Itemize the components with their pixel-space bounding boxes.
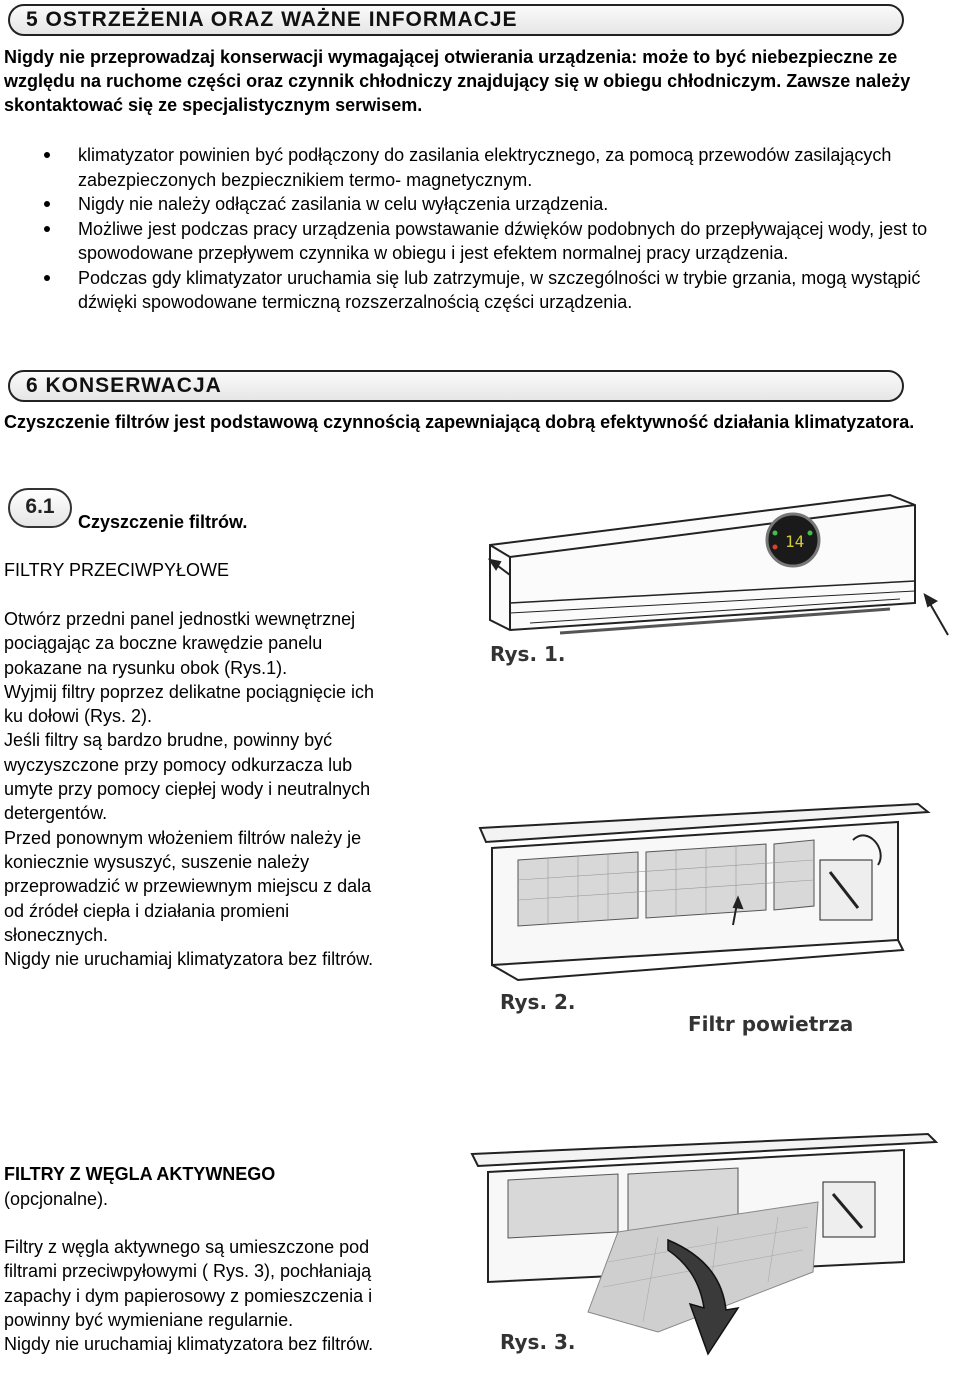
text-line: pociągając za boczne krawędzie panelu bbox=[4, 633, 323, 654]
text-line: Przed ponownym włożeniem filtrów należy je bbox=[4, 827, 362, 848]
display-panel bbox=[767, 514, 819, 566]
text-line: Nigdy nie uruchamiaj klimatyzatora bez filtrów. bbox=[4, 1334, 374, 1355]
text-line: słonecznych. bbox=[4, 924, 109, 945]
text-line: umyte przy pomocy ciepłej wody i neutralnych bbox=[4, 779, 371, 800]
text-line: powinny być wymieniane regularnie. bbox=[4, 1309, 294, 1330]
list-item: Nigdy nie należy odłączać zasilania w celu wyłączenia urządzenia. bbox=[40, 192, 952, 217]
maintenance-intro: Czyszczenie filtrów jest podstawową czynnością zapewniającą dobrą efektywność działania klimatyzatora. bbox=[4, 412, 915, 432]
text-line: detergentów. bbox=[4, 803, 108, 824]
subsection-title: Czyszczenie filtrów. bbox=[78, 512, 248, 532]
text-line: Otwórz przedni panel jednostki wewnętrznej bbox=[4, 609, 356, 629]
figure-2-ac-unit-open bbox=[458, 800, 953, 990]
list-item: Możliwe jest podczas pracy urządzenia powstawanie dźwięków podobnych do przepływającej wody, jest to spowodowane przepływem czynnika w obiegu i jest efektem normalnej pracy urządzenia. bbox=[40, 217, 952, 266]
display-digits: 14 bbox=[785, 532, 805, 551]
figure-1-label: Rys. 1. bbox=[490, 642, 566, 666]
figure-2-label: Rys. 2. bbox=[500, 990, 576, 1014]
section-5-title: 5 OSTRZEŻENIA ORAZ WAŻNE INFORMACJE bbox=[26, 8, 518, 31]
list-item: klimatyzator powinien być podłączony do zasilania elektrycznego, za pomocą przewodów zasilających zabezpieczonych bezpiecznikiem termo- magnetycznym. bbox=[40, 143, 952, 192]
carbon-filters-heading: FILTRY Z WĘGLA AKTYWNEGO bbox=[4, 1164, 276, 1184]
warning-paragraph: Nigdy nie przeprowadzaj konserwacji wymagającej otwierania urządzenia: może to być niebezpieczne ze względu na ruchome części oraz czynnik chłodniczy znajdujący się w obiegu chłodniczym. Zawsze należy skontaktować się ze specjalistycznym serwisem. bbox=[4, 47, 911, 115]
figure-3-carbon-filter bbox=[468, 1132, 953, 1362]
text-line: przeprowadzić w przewiewnym miejscu z dala bbox=[4, 876, 372, 897]
text-line: Nigdy nie uruchamiaj klimatyzatora bez filtrów. bbox=[4, 949, 374, 970]
section-6-title: 6 KONSERWACJA bbox=[26, 374, 222, 397]
text-line: od źródeł ciepła i działania promieni bbox=[4, 900, 290, 921]
text-line: zapachy i dym papierosowy z pomieszczenia i bbox=[4, 1285, 373, 1306]
subsection-badge: 6.1 bbox=[8, 488, 72, 528]
warning-list bbox=[40, 143, 952, 315]
carbon-filters-subheading: (opcjonalne). bbox=[4, 1189, 109, 1209]
dust-filters-text bbox=[4, 607, 464, 971]
dust-filters-heading: FILTRY PRZECIWPYŁOWE bbox=[4, 560, 230, 580]
carbon-filters-text bbox=[4, 1235, 464, 1356]
list-item: Podczas gdy klimatyzator uruchamia się lub zatrzymuje, w szczególności w trybie grzania, mogą wystąpić dźwięki spowodowane termiczną rozszerzalnością części urządzenia. bbox=[40, 266, 952, 315]
figure-3-label: Rys. 3. bbox=[500, 1330, 576, 1354]
section-6-header bbox=[8, 370, 904, 402]
text-line: koniecznie wysuszyć, suszenie należy bbox=[4, 851, 310, 872]
text-line: Wyjmij filtry poprzez delikatne pociągnięcie ich bbox=[4, 681, 374, 702]
air-filter-label: Filtr powietrza bbox=[688, 1012, 854, 1036]
text-line: Filtry z węgla aktywnego są umieszczone pod bbox=[4, 1237, 370, 1257]
text-line: Jeśli filtry są bardzo brudne, powinny być bbox=[4, 730, 333, 751]
text-line: ku dołowi (Rys. 2). bbox=[4, 706, 153, 727]
text-line: wyczyszczone przy pomocy odkurzacza lub bbox=[4, 754, 353, 775]
text-line: filtrami przeciwpyłowymi ( Rys. 3), pochłaniają bbox=[4, 1261, 372, 1282]
section-5-header bbox=[8, 4, 904, 36]
text-line: pokazane na rysunku obok (Rys.1). bbox=[4, 657, 288, 678]
